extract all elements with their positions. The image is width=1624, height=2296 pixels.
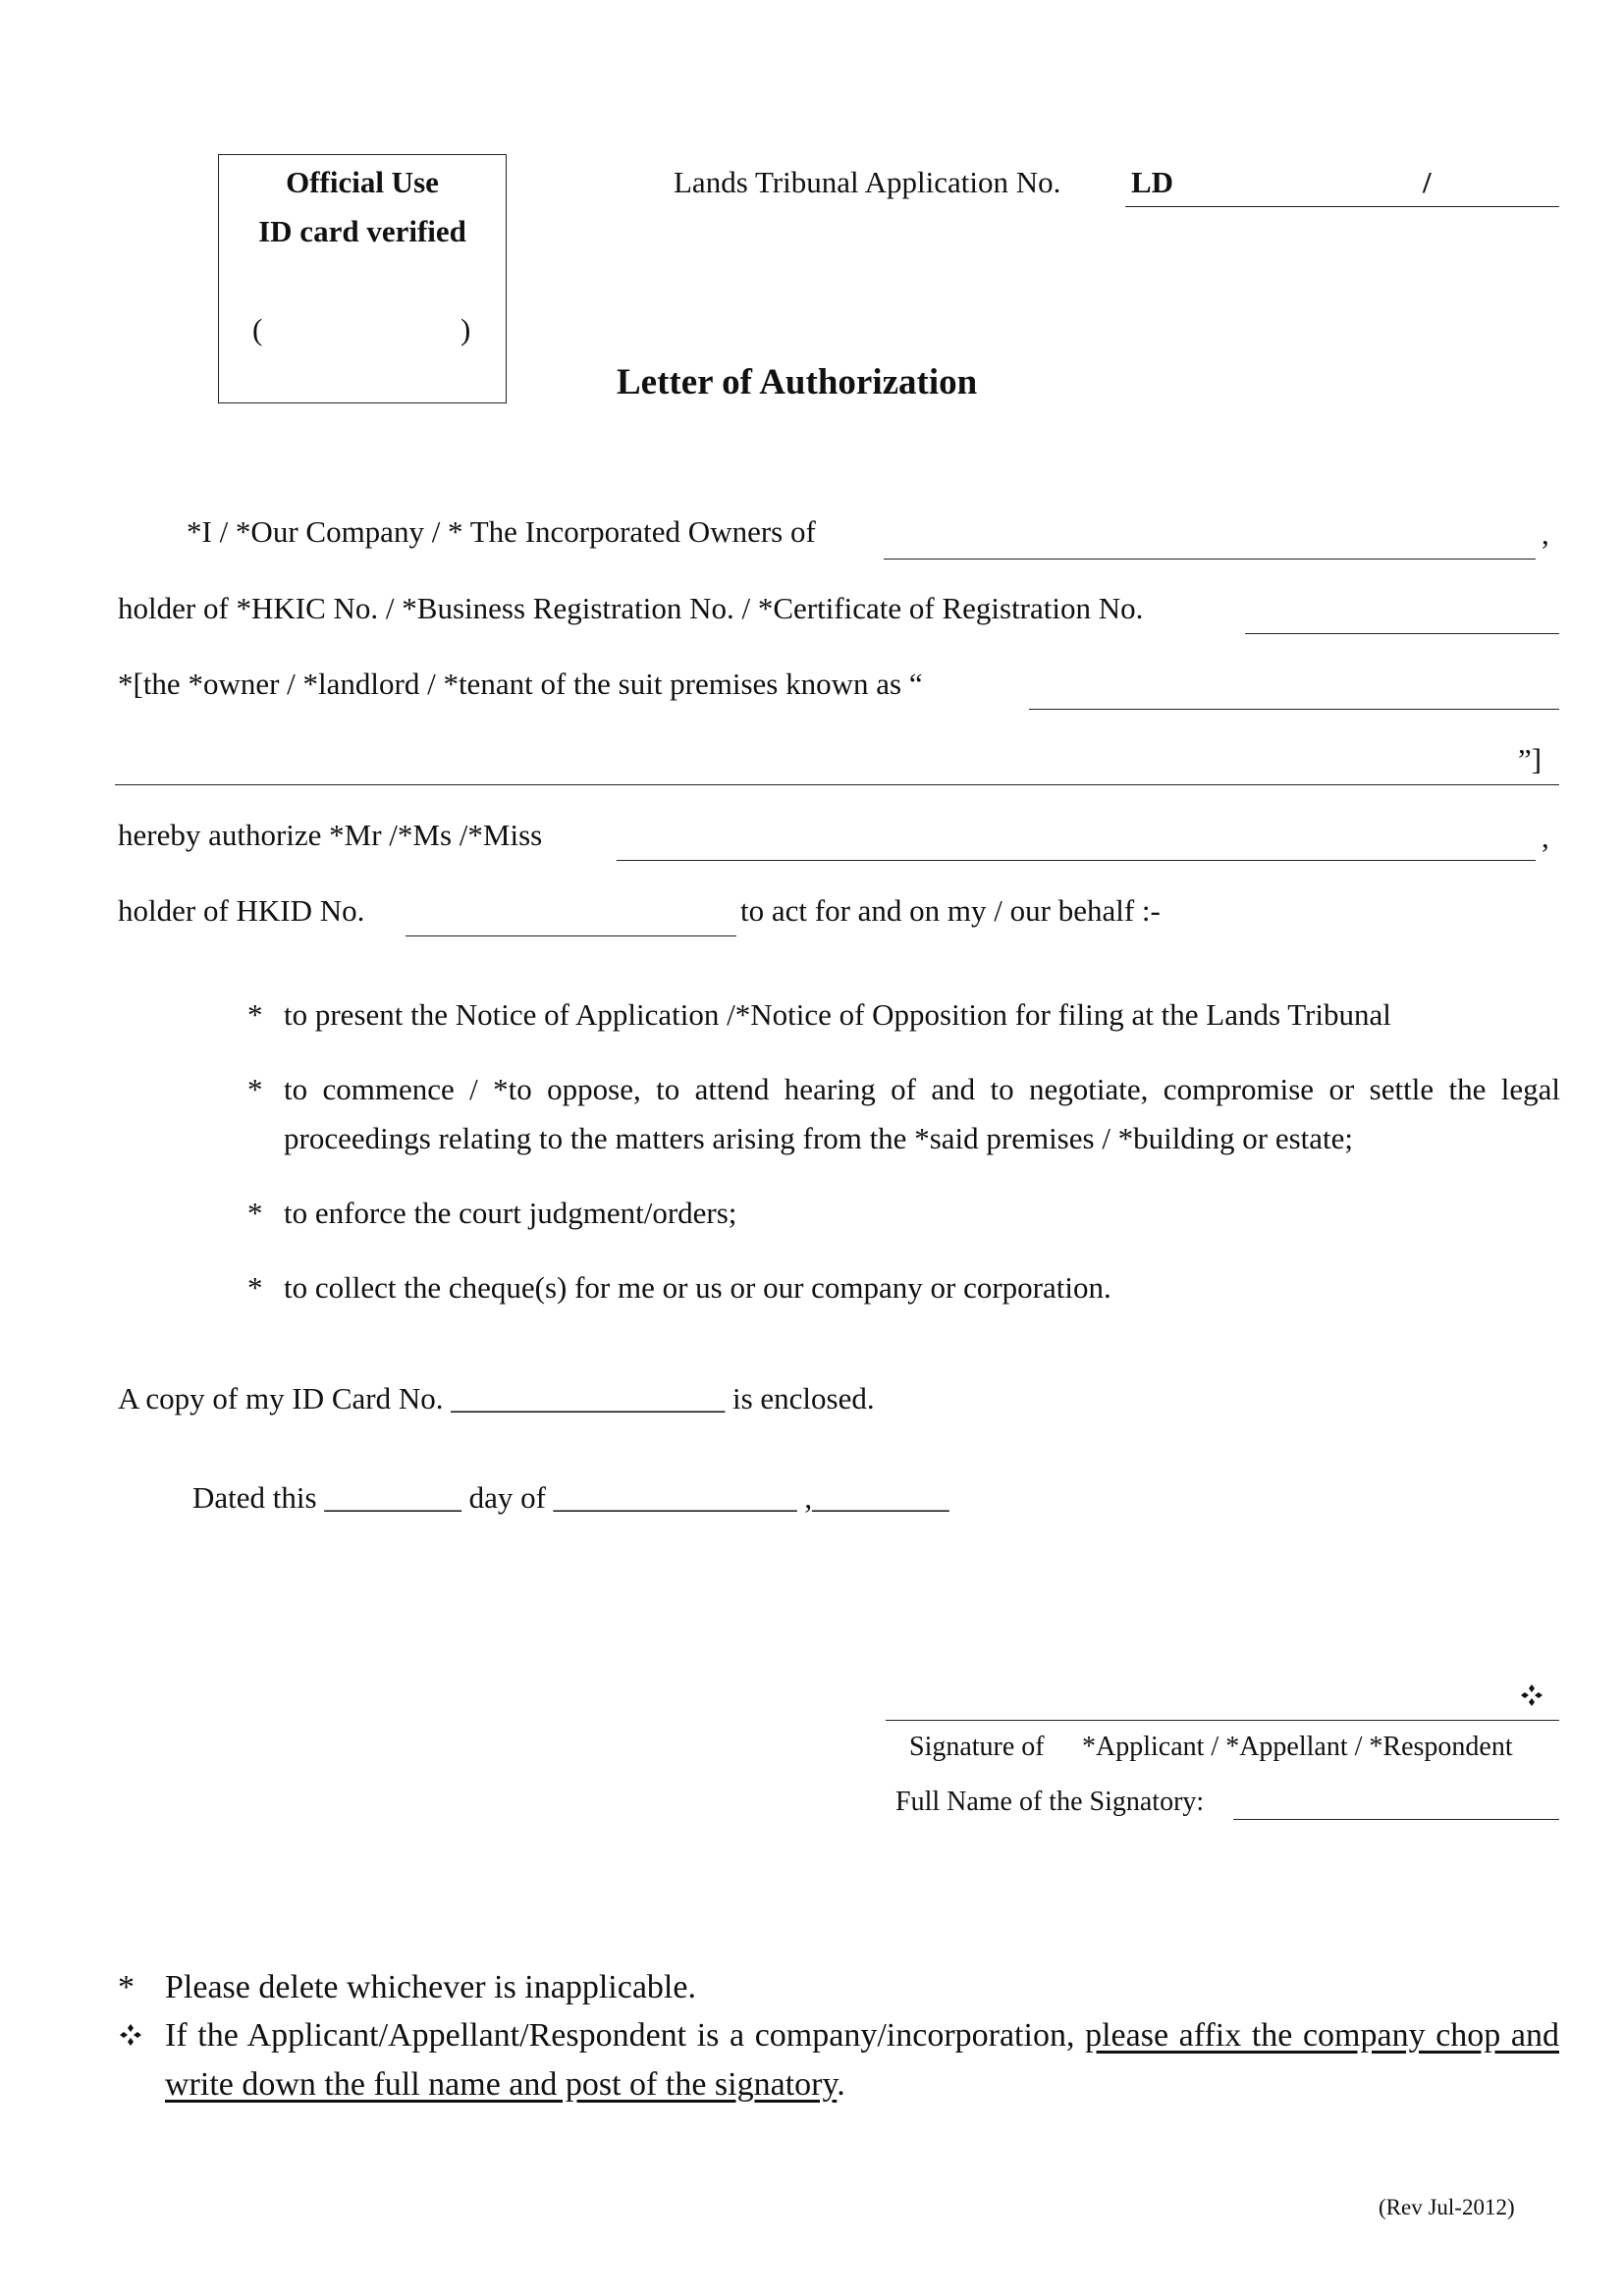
authorize-comma: , bbox=[1542, 820, 1549, 854]
day-of-label: day of bbox=[468, 1480, 546, 1515]
id-card-verified-label: ID card verified bbox=[258, 214, 466, 248]
list-item: to commence / *to oppose, to attend hearing of and to negotiate, compromise or settle the legal proceedings relating to the matters arising from the *said premises / *building or estate; bbox=[284, 1072, 1560, 1155]
four-diamond-icon bbox=[119, 2023, 142, 2052]
bullet-star: * bbox=[247, 997, 263, 1032]
dated-label: Dated this bbox=[192, 1480, 317, 1515]
official-open-paren: ( bbox=[252, 312, 263, 347]
application-number-field[interactable] bbox=[1125, 206, 1559, 207]
delete-note-star: * bbox=[118, 1969, 135, 2005]
list-item: to present the Notice of Application /*Notice of Opposition for filing at the Lands Tribunal bbox=[284, 997, 1391, 1032]
premises-address-field[interactable] bbox=[1029, 709, 1559, 710]
owner-line: *I / *Our Company / * The Incorporated Owners of bbox=[187, 514, 816, 549]
id-copy-suffix: is enclosed. bbox=[731, 1381, 875, 1415]
date-day-field[interactable]: _________ bbox=[324, 1480, 461, 1515]
official-use-label: Official Use bbox=[286, 165, 439, 199]
authorize-line: hereby authorize *Mr /*Ms /*Miss bbox=[118, 818, 543, 852]
four-diamond-icon bbox=[1520, 1683, 1543, 1712]
behalf-text: to act for and on my / our behalf :- bbox=[740, 893, 1161, 928]
list-item: to enforce the court judgment/orders; bbox=[284, 1196, 737, 1230]
signature-field[interactable] bbox=[886, 1720, 1559, 1721]
holder-registration-line: holder of *HKIC No. / *Business Registration No. / *Certificate of Registration No. bbox=[118, 591, 1144, 625]
owner-name-field[interactable] bbox=[884, 559, 1536, 560]
hkid-label: holder of HKID No. bbox=[118, 893, 365, 928]
list-item: to collect the cheque(s) for me or us or our company or corporation. bbox=[284, 1270, 1111, 1305]
registration-number-field[interactable] bbox=[1245, 633, 1559, 634]
official-use-box bbox=[218, 154, 507, 403]
application-prefix: LD bbox=[1131, 165, 1174, 199]
date-month-field[interactable]: ________________ bbox=[553, 1480, 797, 1515]
company-note-underlined: please affix the company chop and write down the full name and post of the signatory bbox=[165, 2017, 1559, 2103]
official-close-paren: ) bbox=[460, 312, 471, 347]
signature-label: Signature of bbox=[909, 1732, 1045, 1762]
company-note bbox=[165, 2011, 1559, 2109]
hkid-number-field[interactable] bbox=[406, 935, 736, 936]
id-copy-number-field[interactable]: __________________ bbox=[451, 1381, 726, 1415]
date-year-field[interactable]: _________ bbox=[812, 1480, 949, 1515]
delete-note: Please delete whichever is inapplicable. bbox=[165, 1969, 696, 2005]
premises-line: *[the *owner / *landlord / *tenant of the suit premises known as “ bbox=[118, 667, 923, 701]
authorized-person-field[interactable] bbox=[617, 860, 1536, 861]
id-copy-prefix: A copy of my ID Card No. bbox=[118, 1381, 444, 1415]
premises-close-quote: ”] bbox=[1518, 742, 1543, 776]
application-number-label: Lands Tribunal Application No. bbox=[674, 165, 1061, 199]
dated-line bbox=[192, 1478, 949, 1518]
signatory-full-name-field[interactable] bbox=[1233, 1819, 1559, 1820]
company-note-plain: If the Applicant/Appellant/Respondent is a company/incorporation, bbox=[165, 2017, 1075, 2054]
revision-label: (Rev Jul-2012) bbox=[1379, 2195, 1515, 2219]
owner-comma: , bbox=[1542, 516, 1549, 551]
bullet-star: * bbox=[247, 1270, 263, 1305]
page-title: Letter of Authorization bbox=[617, 362, 978, 402]
signature-roles: *Applicant / *Appellant / *Respondent bbox=[1082, 1732, 1513, 1762]
application-slash: / bbox=[1423, 165, 1432, 199]
full-name-label: Full Name of the Signatory: bbox=[895, 1787, 1205, 1817]
id-copy-line bbox=[118, 1379, 875, 1418]
bullet-star: * bbox=[247, 1196, 263, 1230]
bullet-star: * bbox=[247, 1072, 263, 1106]
premises-address-field-line2[interactable] bbox=[115, 784, 1559, 785]
date-comma: , bbox=[804, 1480, 813, 1515]
company-note-period: . bbox=[837, 2066, 845, 2103]
